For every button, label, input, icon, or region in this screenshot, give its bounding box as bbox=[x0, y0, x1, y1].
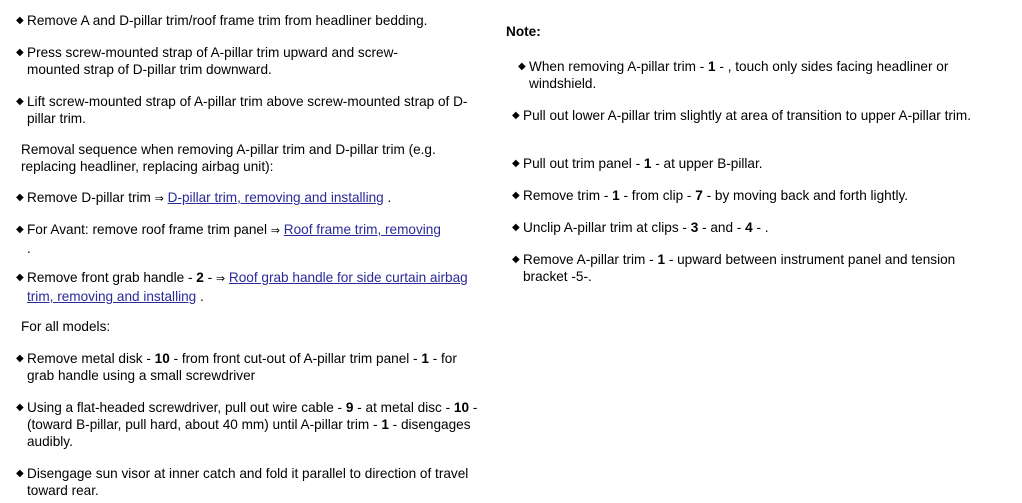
step-text: Pull out trim panel - bbox=[523, 156, 641, 171]
bullet-icon: ◆ bbox=[16, 15, 24, 26]
step-pull-lower-a-pillar bbox=[512, 107, 993, 124]
step-text: Remove A-pillar trim - bbox=[523, 252, 654, 267]
step-text: Remove metal disk - bbox=[27, 351, 151, 366]
step-text: - at upper B-pillar. bbox=[655, 156, 763, 171]
step-end: . bbox=[387, 190, 392, 205]
step-remove-d-pillar bbox=[16, 189, 487, 208]
step-remove-grab-handle bbox=[16, 269, 487, 305]
step-avant-roof-frame bbox=[16, 221, 447, 257]
removal-sequence-heading: Removal sequence when removing A-pillar trim and D-pillar trim (e.g. replacing headliner, replacing airbag unit): bbox=[21, 142, 436, 174]
step-text: - at metal disc - bbox=[357, 400, 451, 415]
step-remove-metal-disk bbox=[16, 350, 487, 384]
roof-frame-trim-link[interactable]: Roof frame trim, removing bbox=[283, 222, 441, 237]
step-text: Disengage sun visor at inner catch and fold it parallel to direction of travel toward rear. bbox=[27, 466, 469, 498]
step-text: For Avant: remove roof frame trim panel bbox=[27, 222, 268, 237]
step-lift-strap bbox=[16, 93, 487, 127]
part-number: 1 bbox=[708, 59, 716, 74]
part-number: 7 bbox=[695, 188, 703, 203]
step-text: When removing A-pillar trim - bbox=[529, 59, 705, 74]
step-text: Lift screw-mounted strap of A-pillar trim above screw-mounted strap of D-pillar trim. bbox=[27, 94, 468, 126]
part-number: 4 bbox=[745, 220, 753, 235]
part-number: 1 bbox=[657, 252, 666, 267]
step-text: - and - bbox=[702, 220, 742, 235]
step-end: . bbox=[200, 289, 204, 304]
step-disengage-sun-visor bbox=[16, 465, 477, 499]
step-text: Remove D-pillar trim bbox=[27, 190, 151, 205]
step-text: - from front cut-out of A-pillar trim panel - bbox=[173, 351, 418, 366]
step-text: - for grab handle using a small screwdriver bbox=[27, 351, 457, 383]
step-text: Pull out lower A-pillar trim slightly at area of transition to upper A-pillar trim. bbox=[523, 108, 972, 123]
step-press-straps bbox=[16, 44, 447, 78]
for-all-models-heading: For all models: bbox=[21, 319, 111, 334]
bullet-icon: ◆ bbox=[512, 222, 520, 233]
arrow-icon: ⇒ bbox=[154, 193, 164, 205]
part-number: 1 bbox=[612, 188, 620, 203]
bullet-icon: ◆ bbox=[518, 61, 526, 72]
bullet-icon: ◆ bbox=[16, 402, 24, 413]
bullet-icon: ◆ bbox=[16, 192, 24, 203]
step-text: Using a flat-headed screwdriver, pull out wire cable - bbox=[27, 400, 343, 415]
step-text: Unclip A-pillar trim at clips - bbox=[523, 220, 687, 235]
bullet-icon: ◆ bbox=[512, 110, 520, 121]
step-dash: - bbox=[207, 270, 213, 285]
d-pillar-trim-link[interactable]: D-pillar trim, removing and installing bbox=[167, 190, 384, 205]
bullet-icon: ◆ bbox=[16, 272, 24, 283]
bullet-icon: ◆ bbox=[16, 47, 24, 58]
step-end: . bbox=[27, 241, 31, 256]
bullet-icon: ◆ bbox=[512, 254, 520, 265]
step-text: - from clip - bbox=[623, 188, 692, 203]
part-number: 9 bbox=[345, 400, 354, 415]
step-text: Remove trim - bbox=[523, 188, 609, 203]
part-number: 10 bbox=[453, 400, 470, 415]
part-number: 1 bbox=[381, 417, 389, 432]
note-heading: Note: bbox=[506, 24, 541, 39]
arrow-icon: ⇒ bbox=[215, 273, 226, 285]
step-pull-wire-cable bbox=[16, 399, 487, 450]
step-text: Remove A and D-pillar trim/roof frame trim from headliner bedding. bbox=[27, 13, 428, 28]
note-touch-sides bbox=[518, 58, 999, 92]
bullet-icon: ◆ bbox=[16, 224, 24, 235]
step-text: - by moving back and forth lightly. bbox=[706, 188, 909, 203]
step-text: - disengages audibly. bbox=[27, 417, 471, 449]
step-pull-trim-panel bbox=[512, 155, 993, 172]
step-text: - upward between instrument panel and tension bracket -5-. bbox=[523, 252, 956, 284]
bullet-icon: ◆ bbox=[16, 468, 24, 479]
bullet-icon: ◆ bbox=[16, 353, 24, 364]
part-number: 1 bbox=[643, 156, 652, 171]
part-number: 2 bbox=[196, 270, 204, 285]
bullet-icon: ◆ bbox=[512, 158, 520, 169]
step-unclip-a-pillar bbox=[512, 219, 993, 236]
step-remove-a-pillar-upward bbox=[512, 251, 963, 285]
step-remove-trim-clip bbox=[512, 187, 993, 204]
step-text: Remove front grab handle - bbox=[27, 270, 193, 285]
step-text: - (toward B-pillar, pull hard, about 40 mm) until A-pillar trim - bbox=[27, 400, 478, 432]
part-number: 1 bbox=[421, 351, 429, 366]
step-text: - , touch only sides facing headliner or windshield. bbox=[529, 59, 949, 91]
step-text: Press screw-mounted strap of A-pillar trim upward and screw-mounted strap of D-pillar trim downward. bbox=[27, 45, 398, 77]
part-number: 10 bbox=[154, 351, 170, 366]
bullet-icon: ◆ bbox=[512, 190, 520, 201]
arrow-icon: ⇒ bbox=[270, 225, 281, 237]
roof-grab-handle-link[interactable]: Roof grab handle for side curtain airbag trim, removing and installing bbox=[27, 270, 468, 304]
step-text: - . bbox=[756, 220, 769, 235]
part-number: 3 bbox=[690, 220, 699, 235]
step-remove-trim-from-bedding bbox=[16, 12, 487, 29]
bullet-icon: ◆ bbox=[16, 96, 24, 107]
